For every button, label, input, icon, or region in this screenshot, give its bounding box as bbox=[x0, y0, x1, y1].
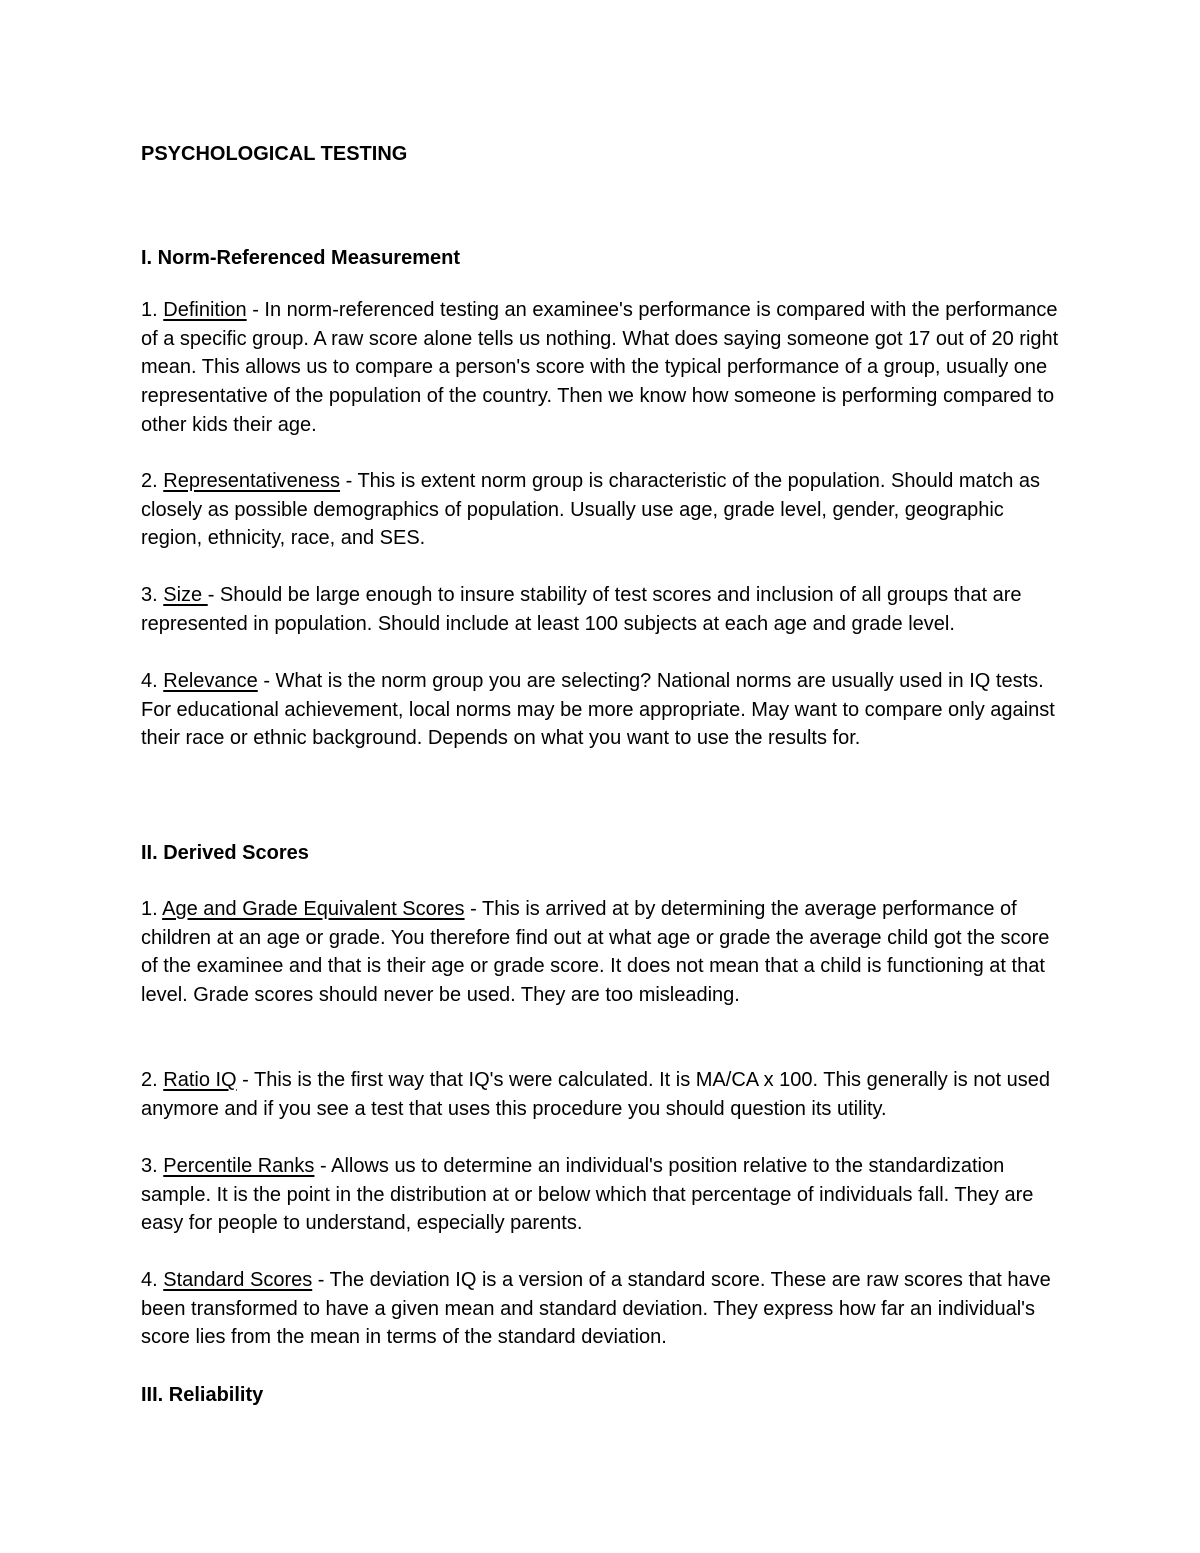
item-text: - This is arrived at by determining the average performance of children at an age or grade. You therefore find out at what age or grade the average child got the score of the examinee and that is their age or grade score. It does not mean that a child is functioning at that level. Grade scores should never be used. They are too misleading. bbox=[141, 898, 1050, 1007]
item-text: - What is the norm group you are selecting? National norms are usually used in IQ tests. For educational achievement, local norms may be more appropriate. May want to compare only against their race or ethnic background. Depends on what you want to use the results for. bbox=[141, 670, 1055, 750]
item-number: 3. bbox=[141, 584, 164, 606]
item-text: - In norm-referenced testing an examinee's performance is compared with the performance of a specific group. A raw score alone tells us nothing. What does saying someone got 17 out of 20 right mean. This allows us to compare a person's score with the typical performance of a group, usually one representative of the population of the country. Then we know how someone is performing compared to other kids their age. bbox=[141, 299, 1059, 436]
list-item-standard-scores bbox=[141, 1266, 1063, 1352]
document-title: PSYCHOLOGICAL TESTING bbox=[141, 143, 408, 165]
item-number: 3. bbox=[141, 1155, 164, 1177]
section-heading-derived-scores: II. Derived Scores bbox=[141, 842, 309, 864]
list-item-definition bbox=[141, 296, 1063, 440]
term-relevance: Relevance bbox=[163, 670, 258, 692]
list-item-relevance bbox=[141, 667, 1063, 753]
list-item-size bbox=[141, 581, 1063, 638]
list-item-ratio-iq bbox=[141, 1066, 1063, 1123]
item-text: - Should be large enough to insure stability of test scores and inclusion of all groups that are represented in population. Should include at least 100 subjects at each age and grade level. bbox=[141, 584, 1022, 635]
item-text: - The deviation IQ is a version of a standard score. These are raw scores that have been transformed to have a given mean and standard deviation. They express how far an individual's score lies from the mean in terms of the standard deviation. bbox=[141, 1269, 1051, 1349]
term-percentile-ranks: Percentile Ranks bbox=[163, 1155, 315, 1177]
item-number: 2. bbox=[141, 470, 164, 492]
list-item-age-grade-equivalent bbox=[141, 895, 1063, 1010]
list-item-percentile-ranks bbox=[141, 1152, 1063, 1238]
item-number: 1. bbox=[141, 299, 164, 321]
section-heading-norm-referenced: I. Norm-Referenced Measurement bbox=[141, 247, 460, 269]
term-age-grade-equivalent: Age and Grade Equivalent Scores bbox=[162, 898, 465, 920]
item-text: - Allows us to determine an individual's position relative to the standardization sample. It is the point in the distribution at or below which that percentage of individuals fall. They are easy for people to understand, especially parents. bbox=[141, 1155, 1034, 1235]
item-number: 1. bbox=[141, 898, 163, 920]
term-definition: Definition bbox=[163, 299, 247, 321]
term-ratio-iq: Ratio IQ bbox=[163, 1069, 237, 1091]
item-number: 4. bbox=[141, 1269, 164, 1291]
item-number: 4. bbox=[141, 670, 164, 692]
list-item-representativeness bbox=[141, 467, 1063, 553]
item-number: 2. bbox=[141, 1069, 164, 1091]
section-heading-reliability: III. Reliability bbox=[141, 1384, 264, 1406]
item-text: - This is extent norm group is characteristic of the population. Should match as closely as possible demographics of population. Usually use age, grade level, gender, geographic region, ethnicity, race, and SES. bbox=[141, 470, 1041, 550]
term-representativeness: Representativeness bbox=[163, 470, 341, 492]
item-text: - This is the first way that IQ's were calculated. It is MA/CA x 100. This generally is not used anymore and if you see a test that uses this procedure you should question its utility. bbox=[141, 1069, 1051, 1120]
term-size: Size bbox=[163, 584, 208, 606]
term-standard-scores: Standard Scores bbox=[163, 1269, 313, 1291]
